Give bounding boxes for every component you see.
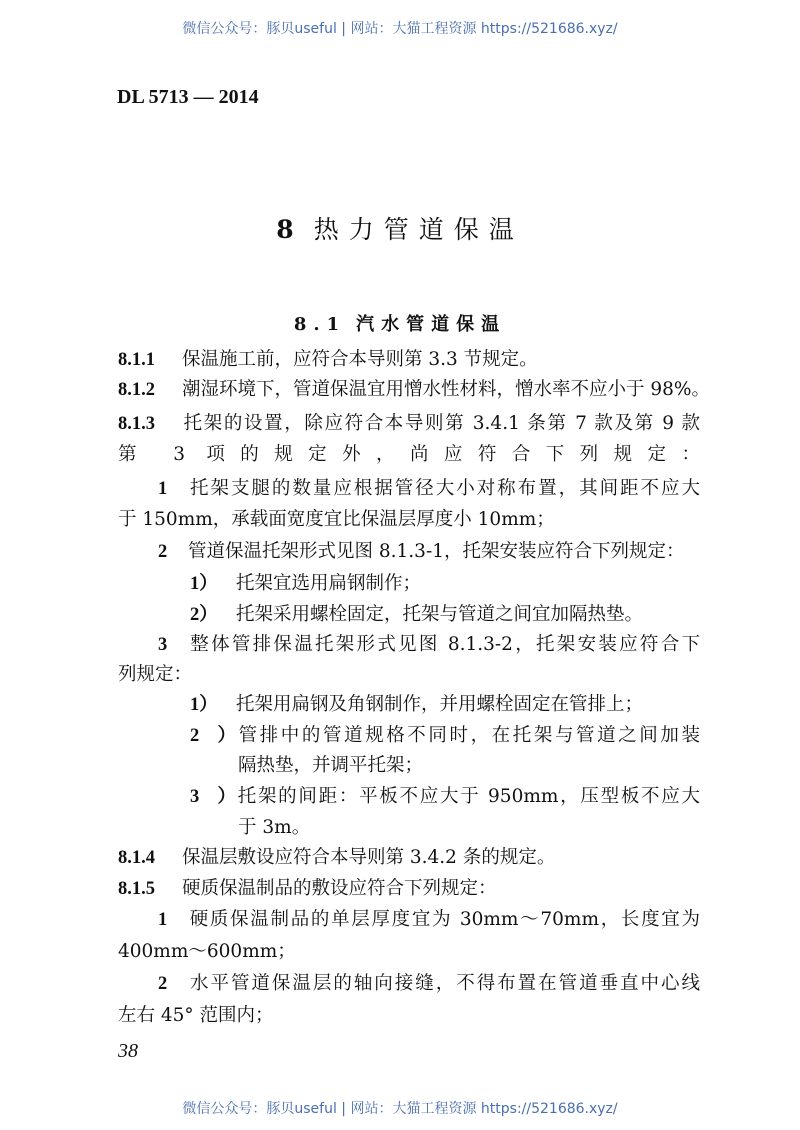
text-line xyxy=(118,940,296,964)
clause-number: 3） xyxy=(190,787,236,807)
clause-text: 列规定： xyxy=(118,664,193,685)
text-line xyxy=(118,443,700,467)
text-line xyxy=(158,540,684,564)
standard-code: DL 5713 — 2014 xyxy=(117,86,259,108)
clause-text: 潮湿环境下，管道保温宜用憎水性材料，憎水率不应小于 98%。 xyxy=(182,379,711,400)
clause-text: 管排中的管道规格不同时，在托架与管道之间加装 xyxy=(236,725,700,746)
text-line xyxy=(190,572,421,596)
text-line xyxy=(190,603,643,627)
page-number: 38 xyxy=(118,1040,138,1062)
text-line xyxy=(118,378,710,402)
text-line xyxy=(118,348,538,372)
chapter-number: 8 xyxy=(276,215,304,244)
text-line xyxy=(190,693,643,717)
clause-text: 托架宜选用扁钢制作； xyxy=(236,573,422,594)
text-line xyxy=(158,477,700,501)
clause-text: 托架支腿的数量应根据管径大小对称布置，其间距不应大 xyxy=(188,478,700,499)
clause-text: 隔热垫，并调平托架； xyxy=(238,755,424,776)
clause-text: 于 3m。 xyxy=(238,817,311,838)
clause-number: 8.1.2 xyxy=(118,380,155,400)
chapter-title-text: 热力管道保温 xyxy=(313,215,524,244)
clause-text: 400mm～600mm； xyxy=(118,941,296,962)
text-line xyxy=(118,877,497,901)
clause-number: 2 xyxy=(158,974,168,994)
clause-text: 托架用扁钢及角钢制作，并用螺栓固定在管排上； xyxy=(236,694,644,715)
text-line xyxy=(238,816,310,840)
text-line xyxy=(158,633,700,657)
text-line xyxy=(118,1004,274,1028)
clause-number: 1 xyxy=(158,910,168,930)
text-line xyxy=(118,663,192,687)
clause-number: 1） xyxy=(190,695,218,715)
clause-text: 水平管道保温层的轴向接缝，不得布置在管道垂直中心线 xyxy=(188,973,700,994)
clause-number: 2） xyxy=(190,605,218,625)
chapter-title xyxy=(0,210,800,246)
clause-text: 整体管排保温托架形式见图 8.1.3-2，托架安装应符合下 xyxy=(188,634,700,655)
clause-number: 1 xyxy=(158,479,168,499)
section-title xyxy=(0,310,800,336)
watermark-top: 微信公众号：豚贝useful | 网站：大猫工程资源 https://521686.xyz/ xyxy=(182,21,618,37)
clause-text: 于 150mm，承载面宽度宜比保温层厚度小 10mm； xyxy=(118,509,555,530)
text-line xyxy=(158,908,700,932)
clause-text: 管道保温托架形式见图 8.1.3-1，托架安装应符合下列规定： xyxy=(188,541,685,562)
text-line xyxy=(118,846,555,870)
clause-text: 第 3 项的规定外，尚应符合下列规定： xyxy=(118,444,700,465)
clause-number: 3 xyxy=(158,635,168,655)
clause-number: 1） xyxy=(190,574,218,594)
text-line xyxy=(158,972,700,996)
clause-text: 硬质保温制品的单层厚度宜为 30mm～70mm，长度宜为 xyxy=(188,909,700,930)
clause-number: 8.1.1 xyxy=(118,350,155,370)
clause-text: 托架采用螺栓固定，托架与管道之间宜加隔热垫。 xyxy=(236,604,644,625)
section-title-text: 汽水管道保温 xyxy=(356,314,507,335)
clause-number: 2） xyxy=(190,726,236,746)
text-line xyxy=(118,412,700,436)
clause-text: 保温施工前，应符合本导则第 3.3 节规定。 xyxy=(182,349,538,370)
clause-number: 8.1.5 xyxy=(118,879,155,899)
clause-text: 保温层敷设应符合本导则第 3.4.2 条的规定。 xyxy=(182,847,556,868)
text-line xyxy=(238,754,423,778)
watermark-bottom: 微信公众号：豚贝useful | 网站：大猫工程资源 https://521686.xyz/ xyxy=(182,1101,618,1117)
section-number: 8.1 xyxy=(293,314,347,335)
text-line xyxy=(118,508,555,532)
clause-number: 8.1.4 xyxy=(118,848,155,868)
clause-number: 8.1.3 xyxy=(118,414,155,434)
text-line xyxy=(190,785,700,809)
clause-text: 托架的间距：平板不应大于 950mm，压型板不应大 xyxy=(236,786,700,807)
clause-text: 硬质保温制品的敷设应符合下列规定： xyxy=(182,878,497,899)
clause-text: 托架的设置，除应符合本导则第 3.4.1 条第 7 款及第 9 款 xyxy=(182,413,700,434)
text-line xyxy=(190,724,700,748)
clause-text: 左右 45° 范围内； xyxy=(118,1005,274,1026)
clause-number: 2 xyxy=(158,542,168,562)
